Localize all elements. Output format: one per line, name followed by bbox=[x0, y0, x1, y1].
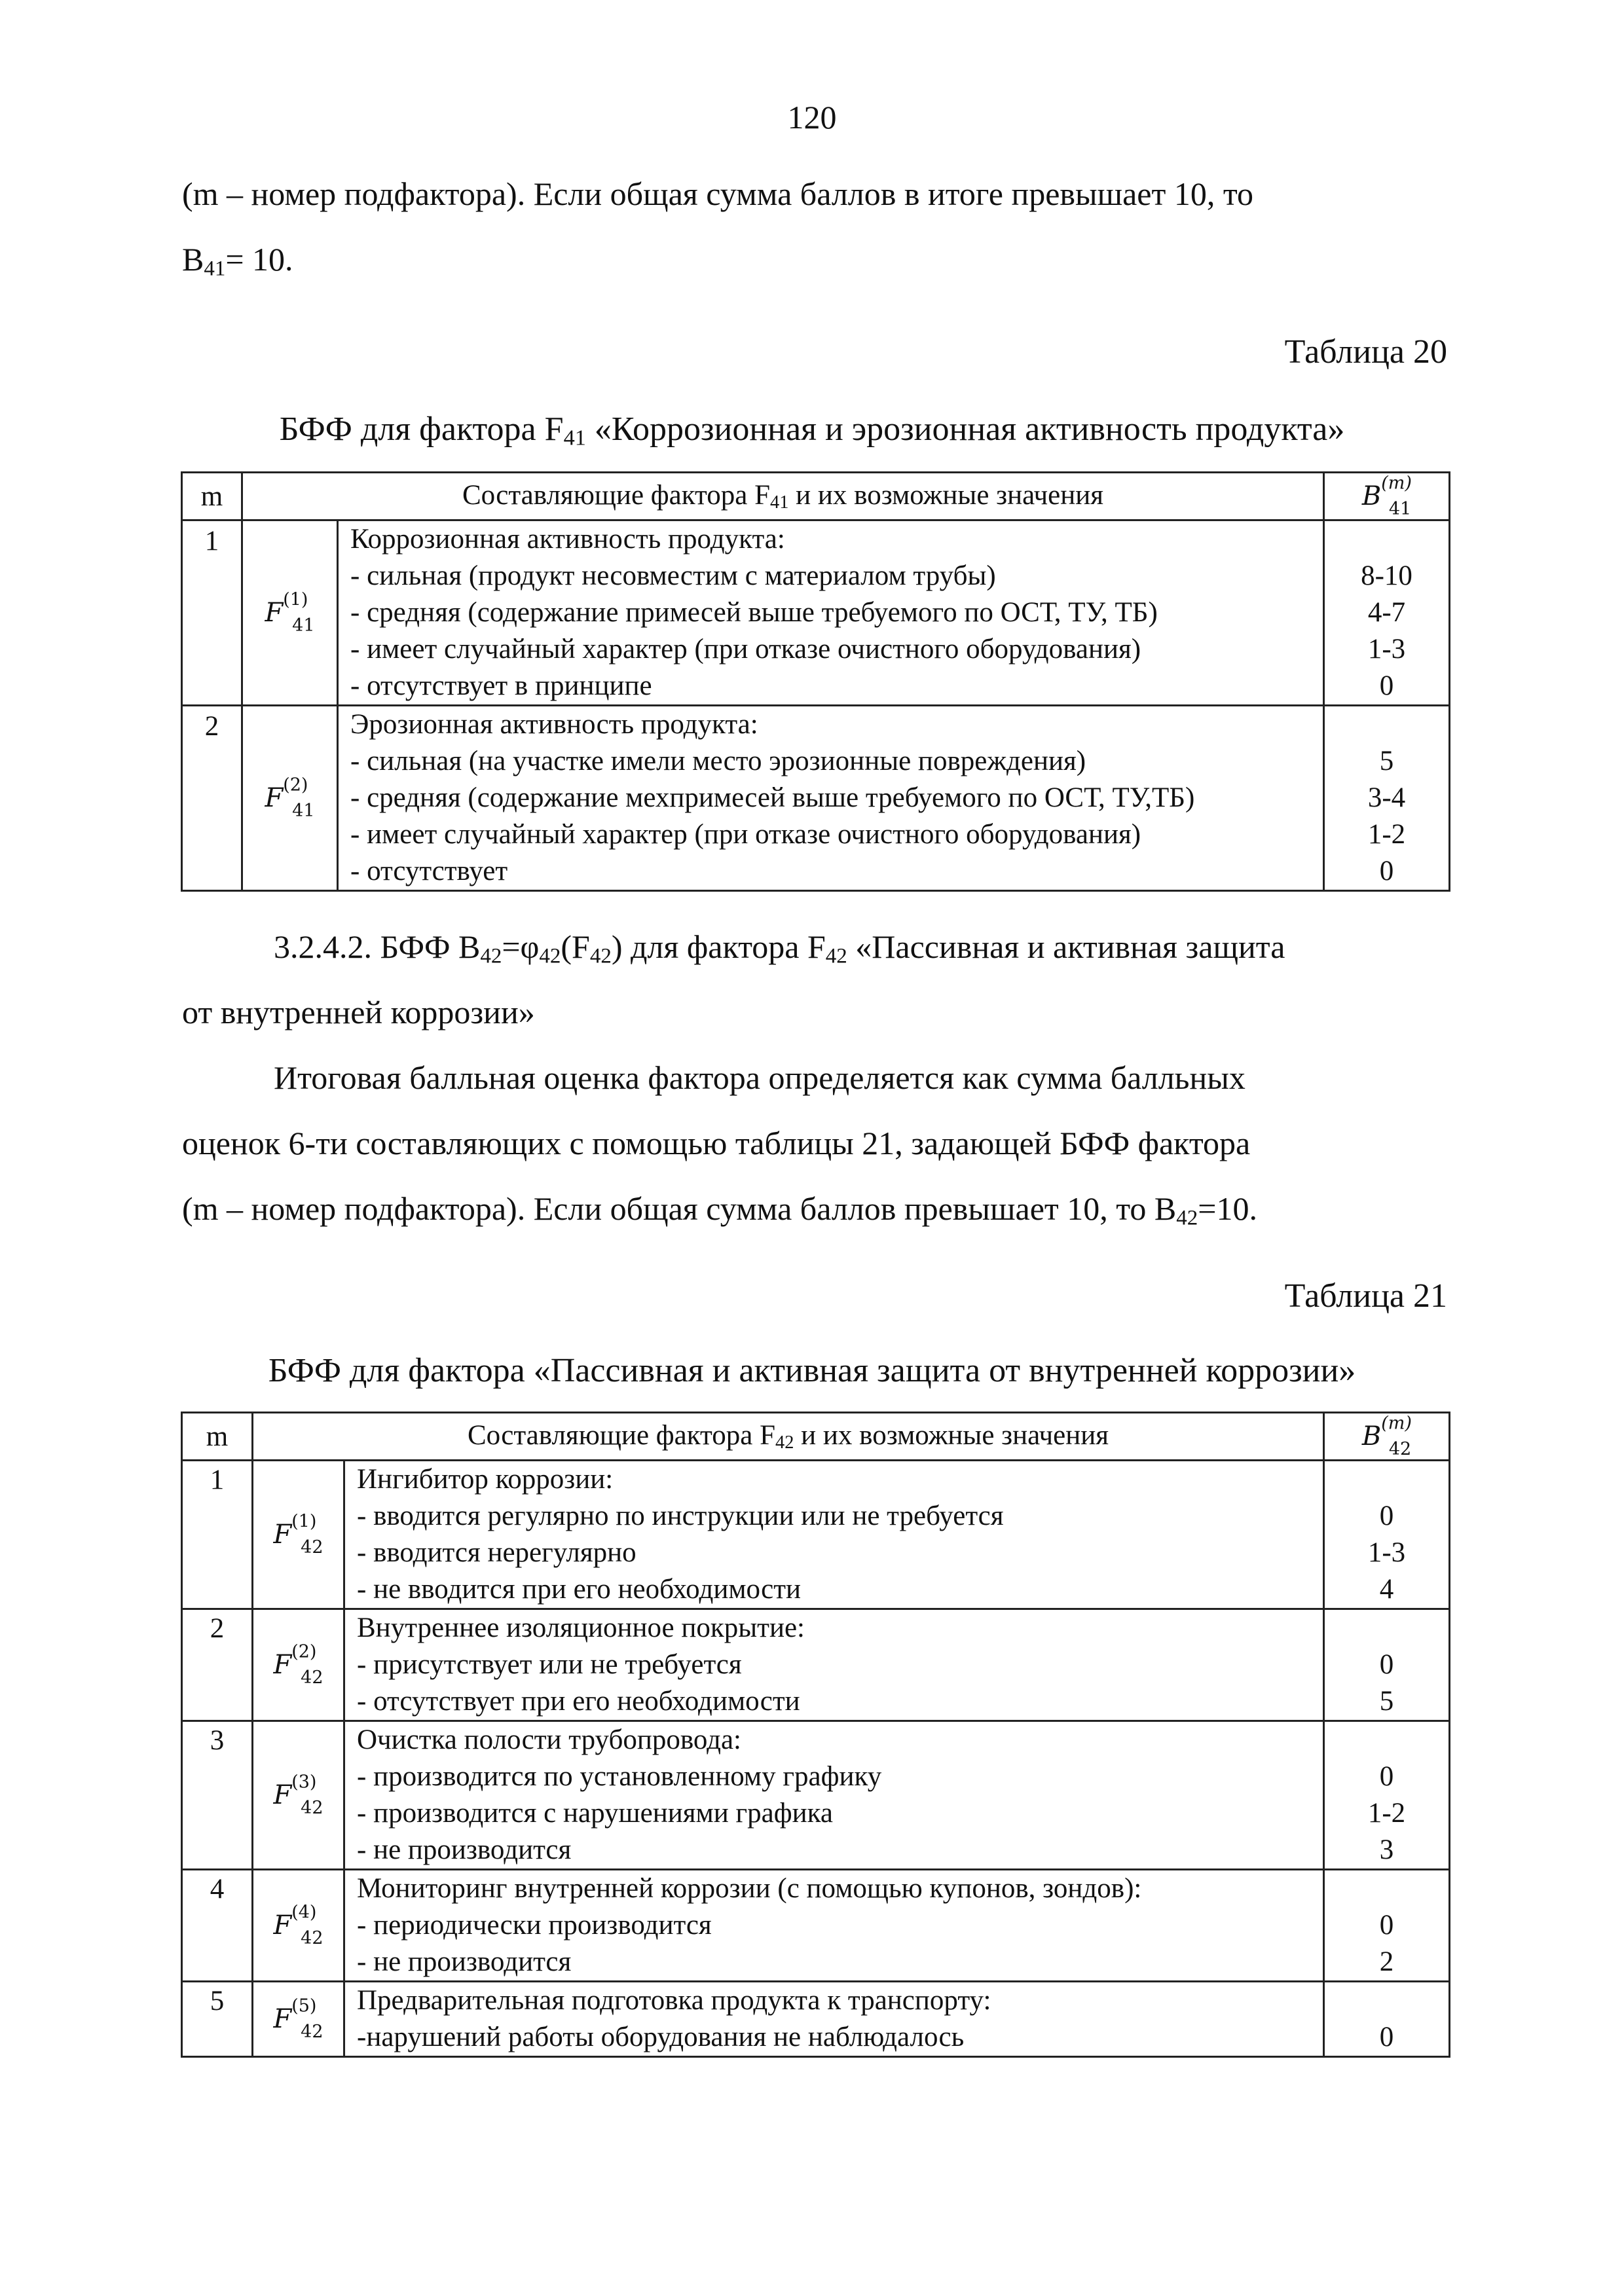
factor-symbol: $F^{(4)}_{42}$ bbox=[253, 1870, 344, 1982]
row-value bbox=[1325, 1610, 1449, 1647]
row-line: - имеет случайный характер (при отказе очистного оборудования) bbox=[350, 819, 1141, 850]
row-value: 0 bbox=[1379, 2022, 1394, 2053]
row-line: Внутреннее изоляционное покрытие: bbox=[357, 1613, 805, 1644]
row-m: 3 bbox=[182, 1721, 253, 1870]
row-values bbox=[1324, 1721, 1450, 1870]
factor-symbol: $F^{(2)}_{41}$ bbox=[242, 706, 338, 891]
row-value: 1-3 bbox=[1367, 1537, 1406, 1569]
row-value: 8-10 bbox=[1361, 560, 1412, 592]
row-m: 1 bbox=[182, 520, 242, 706]
row-line: - имеет случайный характер (при отказе очистного оборудования) bbox=[350, 634, 1141, 665]
row-line: - средняя (содержание мехпримесей выше требуемого по ОСТ, ТУ,ТБ) bbox=[350, 782, 1195, 814]
factor-symbol: $F^{(5)}_{42}$ bbox=[253, 1982, 344, 2057]
row-value: 2 bbox=[1379, 1946, 1394, 1978]
row-m: 2 bbox=[182, 706, 242, 891]
table20-header-b bbox=[1324, 473, 1450, 520]
table-row bbox=[182, 1982, 1450, 2057]
b42-symbol: $B^{(m)}_{42}$ bbox=[1361, 1413, 1412, 1460]
row-line: Коррозионная активность продукта: bbox=[350, 524, 785, 555]
row-line: - сильная (на участке имели место эрозионные повреждения) bbox=[350, 746, 1086, 777]
row-m: 1 bbox=[182, 1461, 253, 1609]
row-value: 0 bbox=[1379, 1501, 1394, 1532]
row-m: 5 bbox=[182, 1982, 253, 2057]
intro-line-2: $В_{41}= 10$. bbox=[182, 241, 293, 281]
row-values bbox=[1324, 1870, 1450, 1982]
row-value: 0 bbox=[1379, 1910, 1394, 1941]
row-values bbox=[1324, 520, 1450, 706]
row-values bbox=[1324, 706, 1450, 891]
table20-header-row bbox=[182, 473, 1450, 520]
section-heading-line-2: от внутренней коррозии» bbox=[182, 994, 535, 1030]
row-value bbox=[1325, 1722, 1449, 1758]
row-line: - отсутствует при его необходимости bbox=[357, 1686, 800, 1717]
row-description bbox=[344, 1609, 1324, 1721]
row-description bbox=[338, 520, 1324, 706]
row-value: 3-4 bbox=[1367, 782, 1406, 814]
section-heading-line-1: 3.2.4.2. БФФ $В_{42}=\varphi_{42}(F_{42})$ для фактора $F_{42}$ «Пассивная и активная защита bbox=[274, 928, 1285, 968]
row-value: 0 bbox=[1379, 856, 1394, 887]
intro-line-1: (m – номер подфактора). Если общая сумма баллов в итоге превышает 10, то bbox=[182, 175, 1254, 212]
page-number: 120 bbox=[787, 99, 837, 136]
table21-caption: Таблица 21 bbox=[1284, 1277, 1447, 1315]
row-line: - периодически производится bbox=[357, 1910, 712, 1941]
row-description bbox=[338, 706, 1324, 891]
table21-title: БФФ для фактора «Пассивная и активная защита от внутренней коррозии» bbox=[268, 1352, 1356, 1389]
row-value: 1-2 bbox=[1367, 1798, 1406, 1829]
table21-header-row bbox=[182, 1413, 1450, 1461]
b41-symbol: $B^{(m)}_{41}$ bbox=[1361, 473, 1412, 520]
row-value: 4 bbox=[1379, 1574, 1394, 1605]
row-value: 1-3 bbox=[1367, 634, 1406, 665]
row-line: - средняя (содержание примесей выше требуемого по ОСТ, ТУ, ТБ) bbox=[350, 597, 1158, 629]
body-line-2: оценок 6-ти составляющих с помощью таблицы 21, задающей БФФ фактора bbox=[182, 1125, 1251, 1161]
row-description bbox=[344, 1870, 1324, 1982]
row-value: 1-2 bbox=[1367, 819, 1406, 850]
row-value bbox=[1325, 1461, 1449, 1498]
table-row bbox=[182, 1461, 1450, 1609]
table-row bbox=[182, 1870, 1450, 1982]
row-line: - отсутствует bbox=[350, 856, 508, 887]
table20-caption: Таблица 20 bbox=[1284, 333, 1447, 371]
row-value: 0 bbox=[1379, 670, 1394, 702]
factor-symbol: $F^{(3)}_{42}$ bbox=[253, 1721, 344, 1870]
row-value bbox=[1325, 1982, 1449, 2019]
row-value bbox=[1325, 706, 1449, 743]
table20-header-desc: Составляющие фактора $F_{41}$ и их возможные значения bbox=[242, 473, 1324, 520]
table-21 bbox=[181, 1412, 1450, 2058]
factor-symbol: $F^{(2)}_{42}$ bbox=[253, 1609, 344, 1721]
table-row bbox=[182, 706, 1450, 891]
row-value: 0 bbox=[1379, 1649, 1394, 1681]
row-value: 5 bbox=[1379, 746, 1394, 777]
table-row bbox=[182, 1609, 1450, 1721]
body-line-3: (m – номер подфактора). Если общая сумма баллов превышает 10, то $В_{42}=10$. bbox=[182, 1190, 1257, 1230]
row-description bbox=[344, 1461, 1324, 1609]
table20-title: БФФ для фактора $F_{41}$ «Коррозионная и эрозионная активность продукта» bbox=[279, 410, 1345, 450]
row-values bbox=[1324, 1461, 1450, 1609]
row-line: -нарушений работы оборудования не наблюдалось bbox=[357, 2022, 965, 2053]
row-line: Эрозионная активность продукта: bbox=[350, 709, 758, 740]
row-line: - не производится bbox=[357, 1946, 572, 1978]
table21-header-b bbox=[1324, 1413, 1450, 1461]
row-line: - вводится нерегулярно bbox=[357, 1537, 637, 1569]
row-line: - вводится регулярно по инструкции или не требуется bbox=[357, 1501, 1004, 1532]
table20-header-m: m bbox=[182, 473, 242, 520]
row-line: Мониторинг внутренней коррозии (с помощью купонов, зондов): bbox=[357, 1873, 1142, 1904]
row-line: - сильная (продукт несовместим с материалом трубы) bbox=[350, 560, 996, 592]
row-values bbox=[1324, 1982, 1450, 2057]
row-line: Ингибитор коррозии: bbox=[357, 1464, 614, 1495]
row-m: 2 bbox=[182, 1609, 253, 1721]
row-line: - не вводится при его необходимости bbox=[357, 1574, 802, 1605]
row-value: 3 bbox=[1379, 1834, 1394, 1866]
row-value: 0 bbox=[1379, 1761, 1394, 1793]
factor-symbol: $F^{(1)}_{41}$ bbox=[242, 520, 338, 706]
table21-header-desc: Составляющие фактора $F_{42}$ и их возможные значения bbox=[253, 1413, 1324, 1461]
row-m: 4 bbox=[182, 1870, 253, 1982]
row-description bbox=[344, 1982, 1324, 2057]
table-row bbox=[182, 520, 1450, 706]
row-line: Предварительная подготовка продукта к транспорту: bbox=[357, 1985, 991, 2016]
factor-symbol: $F^{(1)}_{42}$ bbox=[253, 1461, 344, 1609]
row-value bbox=[1325, 521, 1449, 558]
row-description bbox=[344, 1721, 1324, 1870]
table21-header-m: m bbox=[182, 1413, 253, 1461]
row-values bbox=[1324, 1609, 1450, 1721]
row-line: - производится с нарушениями графика bbox=[357, 1798, 833, 1829]
row-line: - не производится bbox=[357, 1834, 572, 1866]
row-line: - отсутствует в принципе bbox=[350, 670, 652, 702]
row-value: 5 bbox=[1379, 1686, 1394, 1717]
row-line: Очистка полости трубопровода: bbox=[357, 1724, 742, 1756]
table-20 bbox=[181, 471, 1450, 892]
row-line: - присутствует или не требуется bbox=[357, 1649, 742, 1681]
table-row bbox=[182, 1721, 1450, 1870]
body-line-1: Итоговая балльная оценка фактора определяется как сумма балльных bbox=[274, 1059, 1246, 1096]
row-line: - производится по установленному графику bbox=[357, 1761, 882, 1793]
row-value: 4-7 bbox=[1367, 597, 1406, 629]
row-value bbox=[1325, 1870, 1449, 1907]
